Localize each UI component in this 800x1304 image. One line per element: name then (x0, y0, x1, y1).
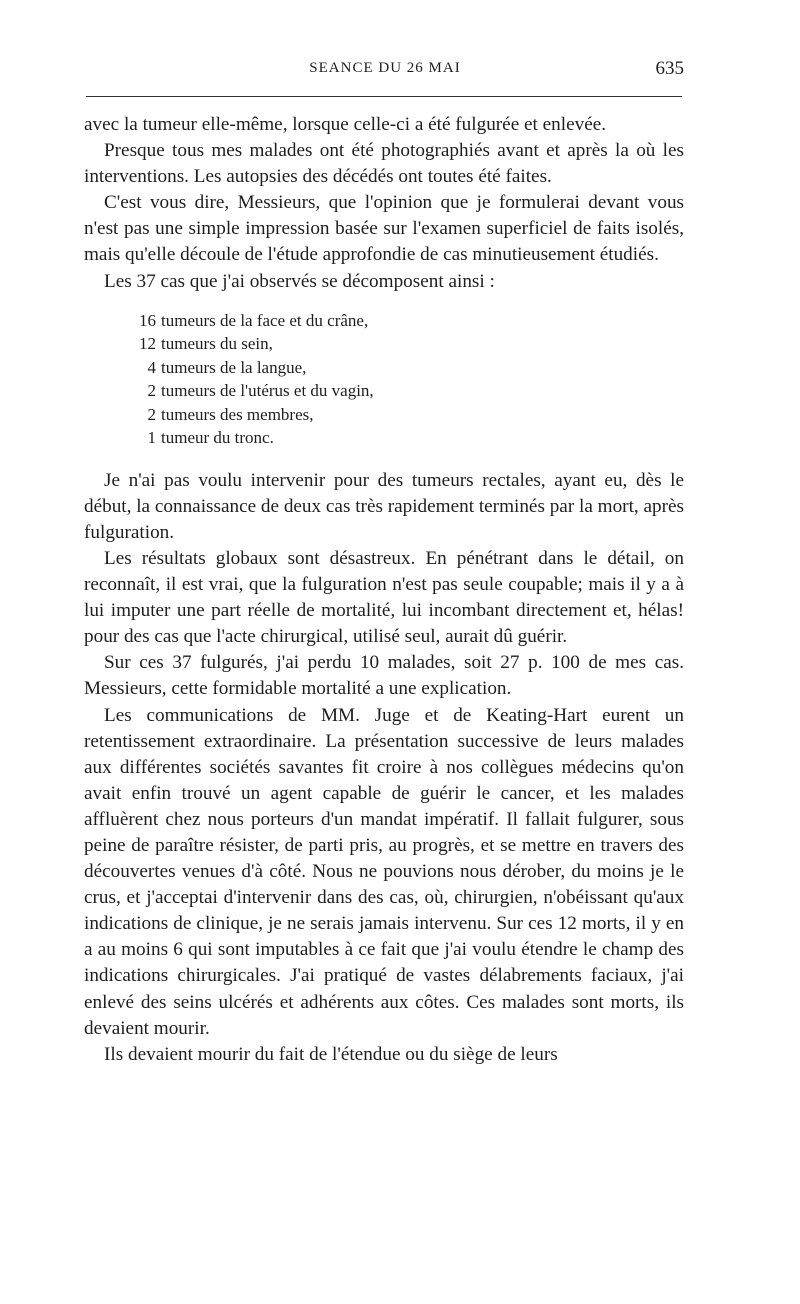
running-header (86, 58, 684, 84)
case-count: 2 (147, 404, 156, 424)
case-list (84, 309, 684, 450)
case-label: tumeurs des membres, (161, 404, 314, 424)
header-rule (86, 96, 682, 97)
case-count: 4 (147, 357, 156, 377)
paragraph: Les résultats globaux sont désastreux. En pénétrant dans le détail, on reconnaît, il est vrai, que la fulguration n'est pas seule coupable; mais il y a à lui imputer une part réelle de mortalité, lui incombant directement et, hélas! pour des cas que l'acte chirurgical, utilisé seul, aurait dû guérir. (84, 547, 684, 648)
case-label: tumeurs de l'utérus et du vagin, (161, 381, 374, 401)
case-label: tumeurs du sein, (161, 334, 273, 354)
list-item (84, 332, 684, 356)
paragraph: Les communications de MM. Juge et de Keating-Hart eurent un retentissement extraordinaire. La présentation successive de leurs malades aux différentes sociétés savantes fit croire à nos collègues médecins qu'on avait enfin trouvé un agent capable de guérir le cancer, et les malades affluèrent chez nous porteurs d'un mandat impératif. Il fallait fulgurer, sous peine de paraître résister, de parti pris, au progrès, et se mettre en travers des découvertes venues d'à côté. Nous ne pouvions nous dérober, du moins je le crus, et j'acceptai d'intervenir dans des cas, où, chirurgien, n'obéissant qu'aux indications de clinique, je ne serais jamais intervenu. Sur ces 12 morts, il y en a au moins 6 qui sont imputables à ce fait que j'ai voulu étendre le champ des indications chirurgicales. J'ai pratiqué de vastes délabrements faciaux, j'ai enlevé des seins ulcérés et adhérents aux côtes. Ces malades sont morts, ils devaient mourir. (84, 704, 684, 1039)
case-count: 1 (147, 428, 156, 448)
case-label: tumeurs de la langue, (161, 357, 307, 377)
case-count: 2 (147, 381, 156, 401)
list-item (84, 426, 684, 450)
case-label: tumeur du tronc. (161, 428, 274, 448)
paragraph: Sur ces 37 fulgurés, j'ai perdu 10 malades, soit 27 p. 100 de mes cas. Messieurs, cette formidable mortalité a une explication. (84, 652, 684, 700)
list-item (84, 403, 684, 427)
running-title: SEANCE DU 26 MAI (309, 60, 461, 76)
list-item (84, 379, 684, 403)
list-item (84, 309, 684, 333)
case-count: 12 (139, 334, 156, 354)
paragraph: Presque tous mes malades ont été photographiés avant et après la où les interventions. Les autopsies des décédés ont toutes été faites. (84, 140, 684, 188)
paragraph: Je n'ai pas voulu intervenir pour des tumeurs rectales, ayant eu, dès le début, la connaissance de deux cas très rapidement terminés par la mort, après fulguration. (84, 469, 684, 543)
paragraph: Les 37 cas que j'ai observés se décomposent ainsi : (104, 270, 495, 292)
list-item (84, 356, 684, 380)
paragraph: Ils devaient mourir du fait de l'étendue ou du siège de leurs (104, 1043, 558, 1065)
case-count: 16 (139, 310, 156, 330)
body-text (84, 112, 684, 1068)
paragraph: avec la tumeur elle-même, lorsque celle-ci a été fulgurée et enlevée. (84, 114, 607, 135)
paragraph: C'est vous dire, Messieurs, que l'opinion que je formulerai devant vous n'est pas une simple impression basée sur l'examen superficiel de faits isolés, mais qu'elle découle de l'étude approfondie de cas minutieusement étudiés. (84, 192, 684, 266)
page-number: 635 (655, 58, 684, 79)
case-label: tumeurs de la face et du crâne, (161, 310, 369, 330)
